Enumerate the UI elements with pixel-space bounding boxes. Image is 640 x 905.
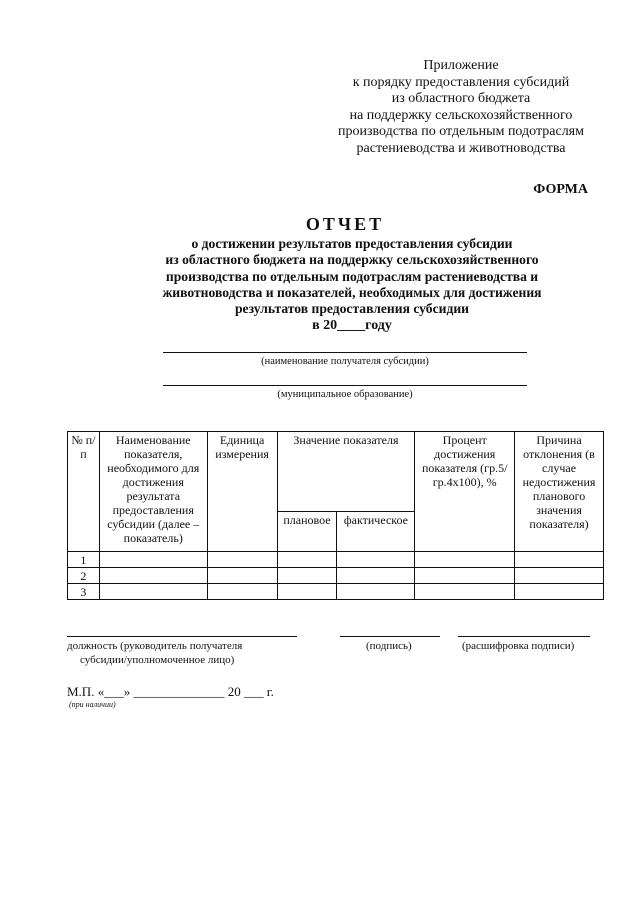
- row-number: 1: [68, 552, 100, 568]
- appendix-line: из областного бюджета: [391, 91, 531, 107]
- row-number: 3: [68, 584, 100, 600]
- subtitle-line: из областного бюджета на поддержку сельскохозяйственного: [165, 252, 539, 268]
- subtitle-line: животноводства и показателей, необходимых для достижения: [162, 284, 542, 300]
- header-reason: Причина отклонения (в случае недостижения планового значения показателя): [515, 432, 604, 552]
- position-line[interactable]: [67, 636, 297, 637]
- header-percent: Процент достижения показателя (гр.5/гр.4х100), %: [415, 432, 515, 552]
- row-number: 2: [68, 568, 100, 584]
- stamp-note: (при наличии): [69, 700, 116, 709]
- cell-percent[interactable]: [415, 552, 515, 568]
- header-unit: Единица измерения: [207, 432, 277, 552]
- appendix-line: на поддержку сельскохозяйственного: [349, 107, 573, 123]
- header-num: № п/п: [68, 432, 100, 552]
- recipient-caption: (наименование получателя субсидии): [261, 356, 429, 367]
- report-subtitle: [112, 236, 592, 317]
- municipality-line[interactable]: [163, 385, 527, 386]
- report-title: ОТЧЕТ: [305, 214, 385, 234]
- header-indicator-value: Значение показателя: [277, 432, 415, 512]
- subtitle-line: результатов предоставления субсидии: [234, 301, 470, 317]
- report-table: [67, 431, 604, 600]
- cell-reason[interactable]: [515, 584, 604, 600]
- cell-reason[interactable]: [515, 568, 604, 584]
- cell-reason[interactable]: [515, 552, 604, 568]
- cell-unit[interactable]: [207, 584, 277, 600]
- cell-actual[interactable]: [337, 568, 415, 584]
- appendix-line: к порядку предоставления субсидий: [352, 74, 570, 90]
- cell-actual[interactable]: [337, 584, 415, 600]
- signature-line[interactable]: [340, 636, 440, 637]
- position-caption-line2: субсидии/уполномоченное лицо): [80, 654, 235, 666]
- cell-unit[interactable]: [207, 552, 277, 568]
- subtitle-line: о достижении результатов предоставления субсидии: [191, 236, 513, 251]
- cell-indicator-name[interactable]: [99, 584, 207, 600]
- report-year-line: в 20____году: [312, 318, 392, 333]
- position-caption: должность (руководитель получателя: [67, 640, 243, 652]
- cell-percent[interactable]: [415, 584, 515, 600]
- cell-planned[interactable]: [277, 584, 337, 600]
- table-row: [68, 584, 604, 600]
- appendix-line: растениеводства и животноводства: [356, 140, 566, 156]
- stamp-date-line[interactable]: М.П. «___» ______________ 20 ___ г.: [67, 684, 274, 699]
- header-planned: плановое: [277, 512, 337, 552]
- cell-indicator-name[interactable]: [99, 568, 207, 584]
- signature-caption: (подпись): [366, 640, 412, 652]
- decoding-caption: (расшифровка подписи): [462, 640, 575, 652]
- appendix-line: производства по отдельным подотраслям: [338, 124, 584, 140]
- appendix-header: [330, 58, 592, 158]
- table-row: [68, 568, 604, 584]
- subtitle-line: производства по отдельным подотраслям растениеводства и: [165, 268, 539, 284]
- table-row: [68, 552, 604, 568]
- cell-actual[interactable]: [337, 552, 415, 568]
- recipient-name-line[interactable]: [163, 352, 527, 353]
- header-actual: фактическое: [337, 512, 415, 552]
- header-indicator-name: Наименование показателя, необходимого для достижения результата предоставления субсидии (далее – показатель): [99, 432, 207, 552]
- municipality-caption: (муниципальное образование): [277, 389, 413, 400]
- appendix-line: Приложение: [423, 58, 499, 73]
- cell-planned[interactable]: [277, 552, 337, 568]
- cell-percent[interactable]: [415, 568, 515, 584]
- cell-planned[interactable]: [277, 568, 337, 584]
- decoding-line[interactable]: [458, 636, 590, 637]
- forma-label: ФОРМА: [533, 182, 588, 197]
- cell-indicator-name[interactable]: [99, 552, 207, 568]
- cell-unit[interactable]: [207, 568, 277, 584]
